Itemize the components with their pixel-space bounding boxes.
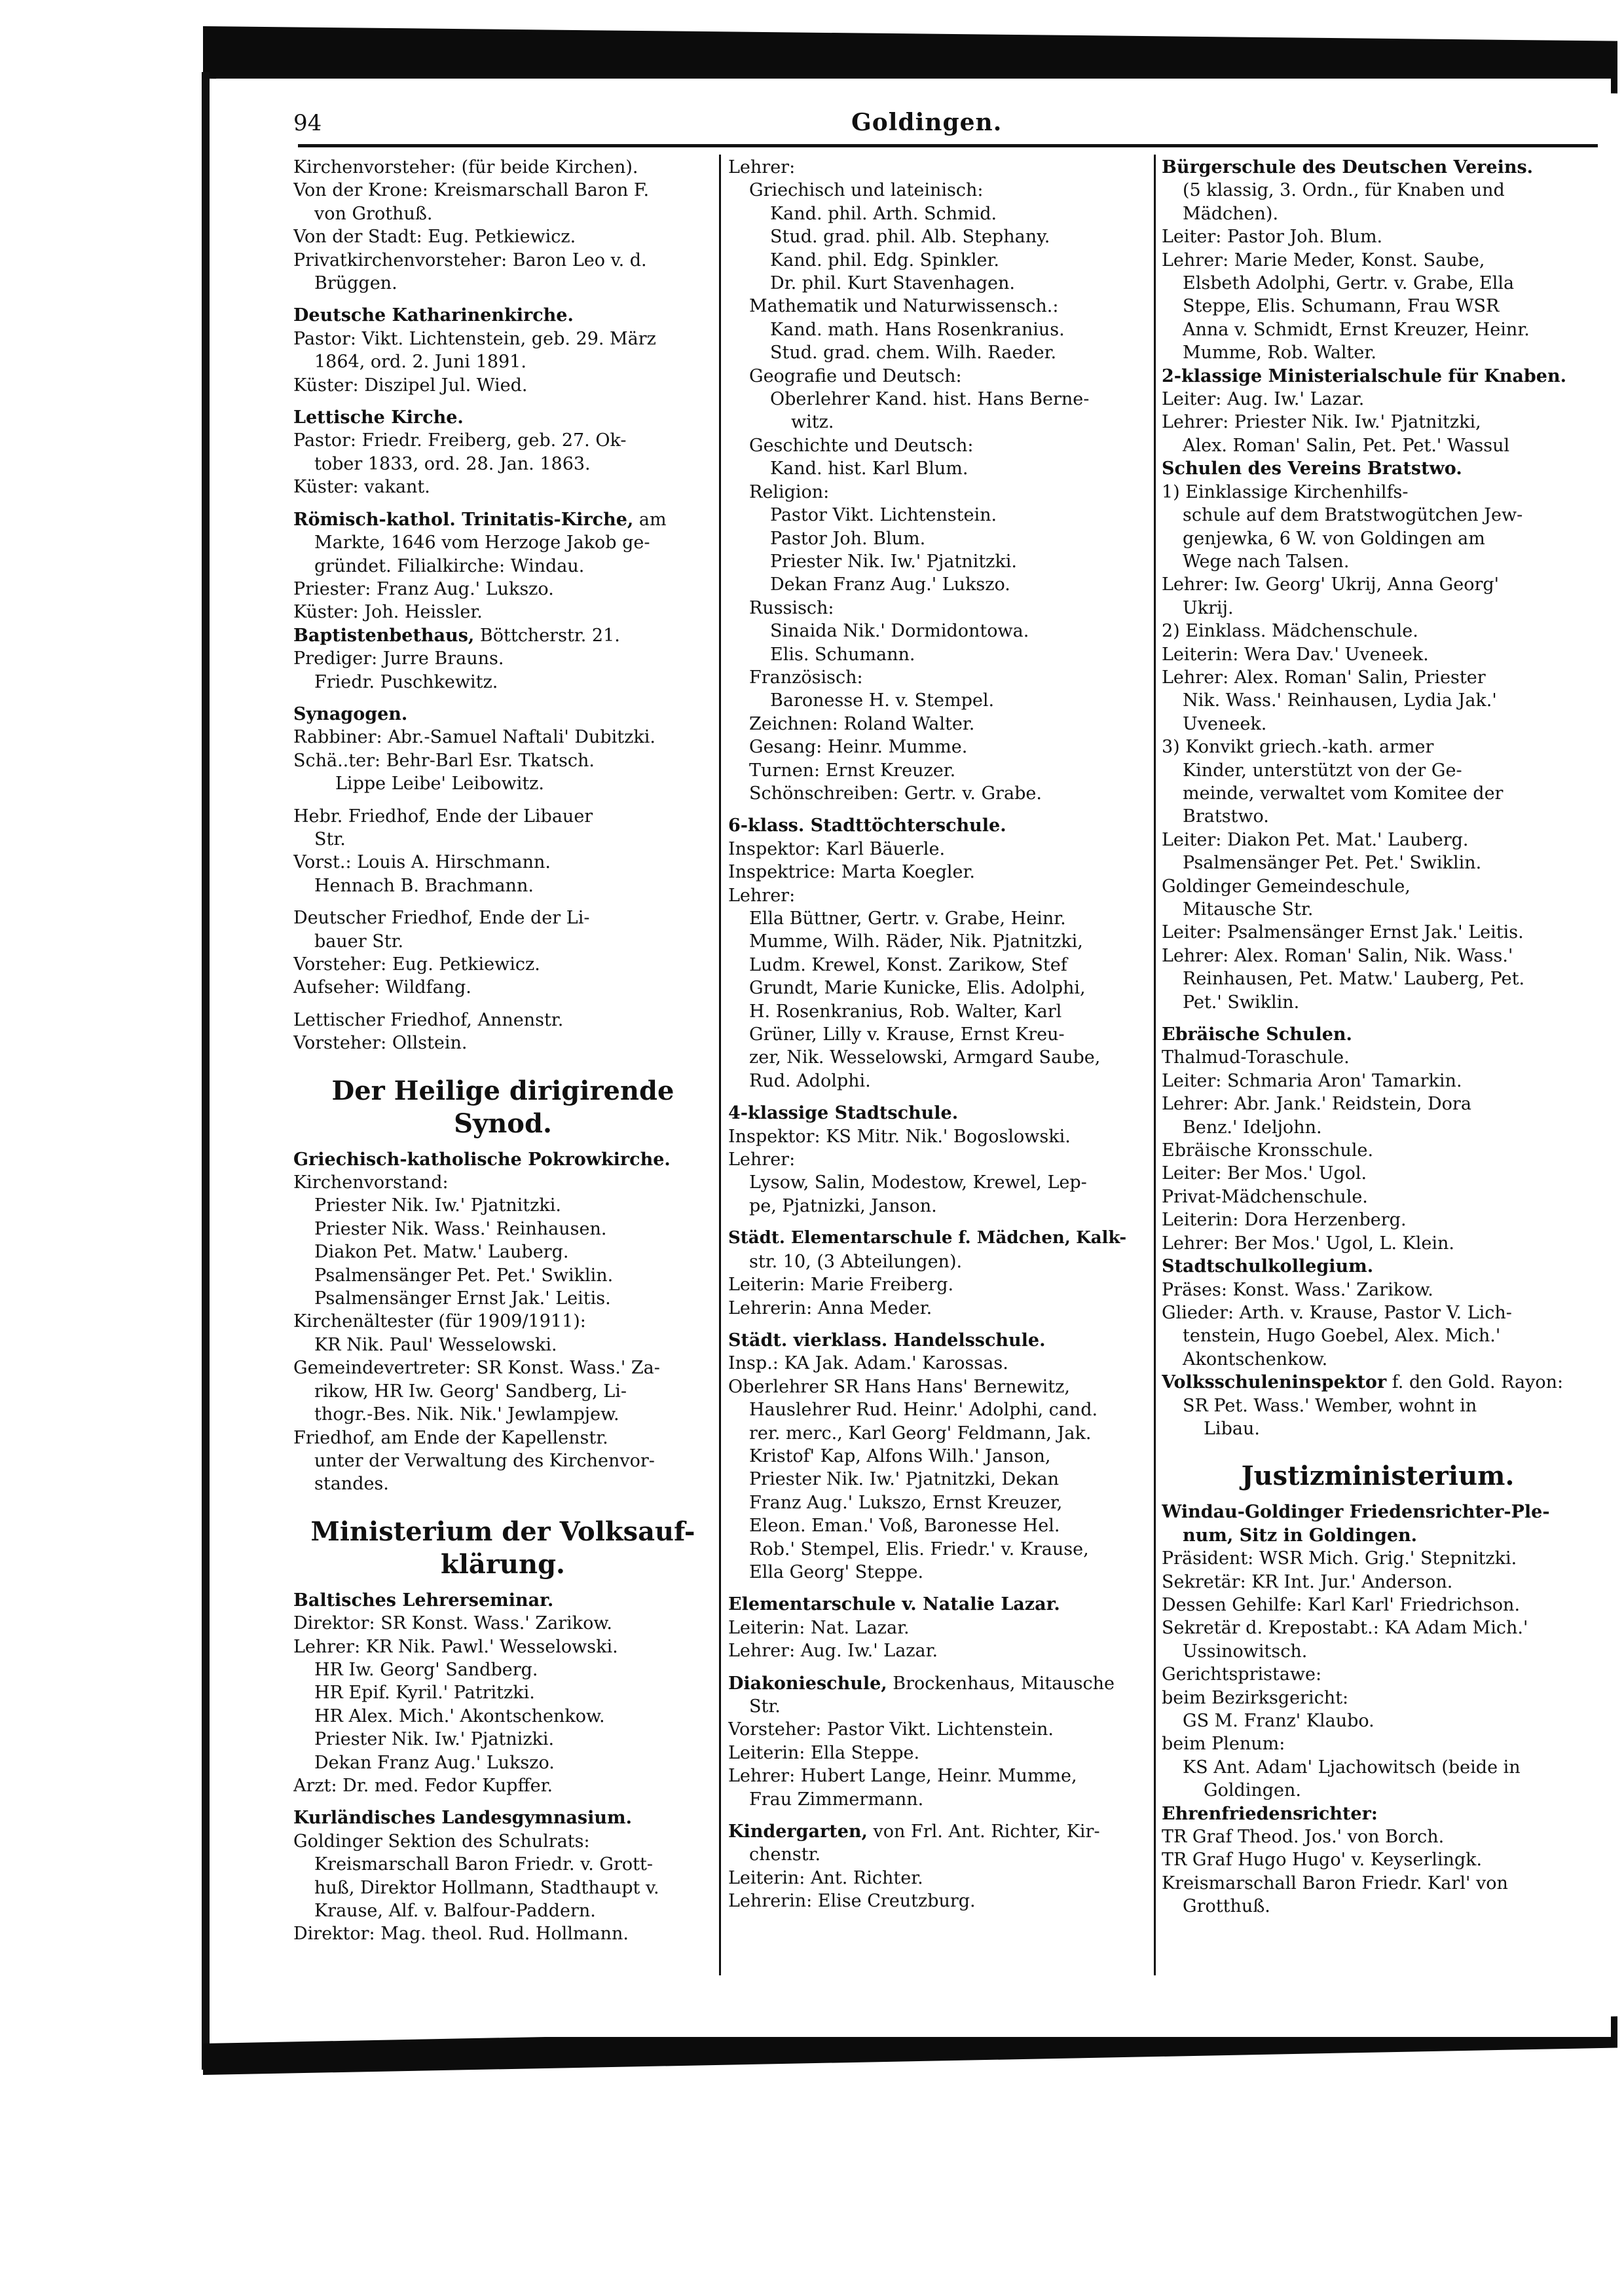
text-line: 2) Einklass. Mädchenschule. (1162, 621, 1418, 642)
text-line: rer. merc., Karl Georg' Feldmann, Jak. (749, 1423, 1092, 1444)
text-line: Thalmud-Toraschule. (1162, 1047, 1350, 1068)
section-heading: 6-klass. Stadttöchterschule. (728, 815, 1006, 836)
text-line: Hebr. Friedhof, Ende der Libauer (293, 806, 593, 827)
column-right (1162, 156, 1594, 1918)
text-line: Priester Nik. Iw.' Pjatnitzki, Dekan (749, 1469, 1060, 1490)
text-line: Zeichnen: Roland Walter. (749, 713, 975, 734)
text-line: Franz Aug.' Lukszo, Ernst Kreuzer, (749, 1492, 1063, 1513)
scan-border-left (202, 72, 210, 2070)
text-line: Kirchenvorstand: (293, 1172, 449, 1193)
text-line: Stud. grad. chem. Wilh. Raeder. (770, 343, 1057, 364)
text-line: Diakon Pet. Matw.' Lauberg. (314, 1242, 569, 1263)
text-line: Lehrer: Abr. Jank.' Reidstein, Dora (1162, 1094, 1471, 1115)
text-line: Lehrer: Marie Meder, Konst. Saube, (1162, 250, 1485, 271)
section-heading: Diakonieschule, (728, 1673, 887, 1694)
running-head: Goldingen. (851, 109, 1003, 136)
text-line: KS Ant. Adam' Ljachowitsch (beide in (1183, 1757, 1521, 1778)
text-line: Präsident: WSR Mich. Grig.' Stepnitzki. (1162, 1548, 1517, 1569)
text-line: Kand. math. Hans Rosenkranius. (770, 319, 1065, 340)
text-line: Uveneek. (1183, 713, 1267, 734)
text-line: Psalmensänger Pet. Pet.' Swiklin. (314, 1265, 614, 1286)
text-line: Küster: Diszipel Jul. Wied. (293, 375, 528, 396)
text-line: Ussinowitsch. (1183, 1641, 1308, 1662)
text-line: Rabbiner: Abr.-Samuel Naftali' Dubitzki. (293, 727, 655, 748)
text-line: Stud. grad. phil. Alb. Stephany. (770, 227, 1050, 248)
text-line: Ella Georg' Steppe. (749, 1561, 924, 1582)
text-line: str. 10, (3 Abteilungen). (749, 1251, 963, 1272)
section-heading: Deutsche Katharinenkirche. (293, 305, 574, 326)
text-line: Griechisch und lateinisch: (749, 180, 984, 201)
text-line: Lehrer: (728, 1149, 796, 1170)
text-line: Wege nach Talsen. (1183, 551, 1350, 572)
text-line: tenstein, Hugo Goebel, Alex. Mich.' (1183, 1326, 1501, 1347)
text-line: Lehrer: KR Nik. Pawl.' Wesselowski. (293, 1636, 618, 1657)
text-line: Vorst.: Louis A. Hirschmann. (293, 852, 551, 873)
text-line: Inspektor: Karl Bäuerle. (728, 838, 946, 859)
section-heading: Baltisches Lehrerseminar. (293, 1590, 554, 1611)
text-line: Reinhausen, Pet. Matw.' Lauberg, Pet. (1183, 969, 1525, 990)
text-line: 1864, ord. 2. Juni 1891. (314, 352, 526, 373)
text-line: Leiter: Schmaria Aron' Tamarkin. (1162, 1070, 1462, 1091)
text-line: Schönschreiben: Gertr. v. Grabe. (749, 783, 1042, 804)
text-line: Schä..ter: Behr-Barl Esr. Tkatsch. (293, 750, 595, 771)
text-line: Privatkirchenvorsteher: Baron Leo v. d. (293, 250, 647, 271)
section-heading: Städt. vierklass. Handelsschule. (728, 1330, 1046, 1351)
text-line: Vorsteher: Pastor Vikt. Lichtenstein. (728, 1719, 1054, 1740)
text-line: Mathematik und Naturwissensch.: (749, 296, 1059, 317)
section-heading: Kindergarten, (728, 1821, 868, 1842)
section-heading: Volksschuleninspektor (1162, 1372, 1387, 1393)
column-divider (1154, 155, 1156, 1975)
text-line: Kand. phil. Arth. Schmid. (770, 203, 997, 224)
text-line: Leiter: Diakon Pet. Mat.' Lauberg. (1162, 829, 1469, 850)
text-line: Priester Nik. Iw.' Pjatnitzki. (314, 1195, 561, 1216)
text-line: TR Graf Theod. Jos.' von Borch. (1162, 1827, 1445, 1848)
text-line: Leiter: Aug. Iw.' Lazar. (1162, 389, 1365, 410)
ministry-heading: Der Heilige dirigirende Synod. (331, 1075, 674, 1139)
text-line: Akontschenkow. (1183, 1349, 1328, 1370)
section-heading: Synagogen. (293, 703, 408, 724)
section-heading: 4-klassige Stadtschule. (728, 1103, 959, 1124)
text-line: GS M. Franz' Klaubo. (1183, 1711, 1375, 1731)
section-heading: Kurländisches Landesgymnasium. (293, 1808, 632, 1829)
text-line: Bratstwo. (1183, 806, 1269, 827)
text-line: Anna v. Schmidt, Ernst Kreuzer, Heinr. (1183, 319, 1530, 340)
text-line: zer, Nik. Wesselowski, Armgard Saube, (749, 1047, 1101, 1068)
section-heading: Baptistenbethaus, (293, 625, 475, 646)
text-line: SR Pet. Wass.' Wember, wohnt in (1183, 1395, 1477, 1416)
text-line: Leiterin: Nat. Lazar. (728, 1617, 910, 1638)
text-line: Präses: Konst. Wass.' Zarikow. (1162, 1279, 1433, 1300)
text-line: Pastor Joh. Blum. (770, 528, 926, 549)
text-line: Lysow, Salin, Modestow, Krewel, Lep- (749, 1172, 1087, 1193)
text-line: Privat-Mädchenschule. (1162, 1186, 1368, 1207)
text-line: Pastor: Vikt. Lichtenstein, geb. 29. März (293, 328, 656, 349)
column-left (293, 156, 712, 1946)
text-line: pe, Pjatnizki, Janson. (749, 1195, 937, 1216)
text-line: KR Nik. Paul' Wesselowski. (314, 1334, 557, 1355)
text-line: Eleon. Eman.' Voß, Baronesse Hel. (749, 1516, 1060, 1537)
text-line: Religion: (749, 481, 830, 502)
text-line: Grüner, Lilly v. Krause, Ernst Kreu- (749, 1024, 1065, 1045)
text-line: Str. (749, 1696, 781, 1717)
text-line: Leiterin: Ella Steppe. (728, 1742, 920, 1763)
text-line: standes. (314, 1474, 389, 1495)
column-divider (719, 155, 721, 1975)
text-line: chenstr. (749, 1844, 821, 1865)
header-rule (298, 144, 1598, 147)
text-line: Lehrer: Alex. Roman' Salin, Nik. Wass.' (1162, 945, 1513, 966)
text-line: (5 klassig, 3. Ordn., für Knaben und (1183, 180, 1505, 201)
text-line: thogr.-Bes. Nik. Nik.' Jewlampjew. (314, 1404, 619, 1425)
text-line: Insp.: KA Jak. Adam.' Karossas. (728, 1353, 1008, 1374)
page-number: 94 (293, 110, 322, 136)
text-line: Von der Stadt: Eug. Petkiewicz. (293, 227, 576, 248)
text-line: Vorsteher: Eug. Petkiewicz. (293, 954, 540, 975)
text-line: Frau Zimmermann. (749, 1789, 924, 1810)
text-line: Gesang: Heinr. Mumme. (749, 737, 968, 758)
text-line: beim Plenum: (1162, 1734, 1285, 1755)
text-line: Arzt: Dr. med. Fedor Kupffer. (293, 1775, 553, 1796)
section-heading: Windau-Goldinger Friedensrichter-Ple- (1162, 1502, 1550, 1523)
text-line: meinde, verwaltet vom Komitee der (1183, 783, 1504, 804)
text-line: gründet. Filialkirche: Windau. (314, 555, 585, 576)
text-line: 1) Einklassige Kirchenhilfs- (1162, 481, 1409, 502)
text-line: Ella Büttner, Gertr. v. Grabe, Heinr. (749, 908, 1066, 929)
text-line: Dekan Franz Aug.' Lukszo. (314, 1752, 555, 1773)
section-heading: Städt. Elementarschule f. Mädchen, (728, 1228, 1071, 1248)
ministry-heading: Justizministerium. (1241, 1461, 1515, 1492)
text-line: Kreismarschall Baron Friedr. v. Grott- (314, 1854, 653, 1875)
text-line: Aufseher: Wildfang. (293, 977, 471, 998)
text-line: Gerichtspristawe: (1162, 1664, 1322, 1685)
text-line: Dessen Gehilfe: Karl Karl' Friedrichson. (1162, 1594, 1521, 1615)
text-line: Rud. Adolphi. (749, 1070, 871, 1091)
section-heading: num, Sitz in Goldingen. (1183, 1525, 1418, 1546)
text-line: Lehrer: Iw. Georg' Ukrij, Anna Georg' (1162, 574, 1500, 595)
text-line: Inspektrice: Marta Koegler. (728, 862, 975, 883)
text-line: Alex. Roman' Salin, Pet. Pet.' Wassul (1183, 435, 1510, 456)
text-line: Leiterin: Marie Freiberg. (728, 1275, 954, 1296)
text-line: bauer Str. (314, 931, 404, 952)
text-line: Libau. (1204, 1418, 1260, 1439)
text-line: rikow, HR Iw. Georg' Sandberg, Li- (314, 1381, 627, 1402)
text-line: Baronesse H. v. Stempel. (770, 690, 995, 711)
text-line: tober 1833, ord. 28. Jan. 1863. (314, 453, 591, 474)
text-line: HR Iw. Georg' Sandberg. (314, 1659, 538, 1680)
text-line: Mädchen). (1183, 203, 1279, 224)
text-line: Kristof' Kap, Alfons Wilh.' Janson, (749, 1446, 1051, 1466)
text-line: f. den Gold. Rayon: (1392, 1372, 1564, 1393)
text-line: Dekan Franz Aug.' Lukszo. (770, 574, 1010, 595)
text-line: Ukrij. (1183, 597, 1234, 618)
section-heading: Bürgerschule des Deutschen Vereins. (1162, 157, 1534, 177)
text-line: von Grothuß. (314, 203, 433, 224)
text-line: Lehrer: Alex. Roman' Salin, Priester (1162, 667, 1486, 688)
text-line: Benz.' Ideljohn. (1183, 1117, 1322, 1138)
text-line: Markte, 1646 vom Herzoge Jakob ge- (314, 532, 650, 553)
text-line: Kand. phil. Edg. Spinkler. (770, 250, 999, 271)
text-line: Direktor: Mag. theol. Rud. Hollmann. (293, 1924, 629, 1945)
text-line: von Frl. Ant. Richter, Kir- (873, 1821, 1100, 1842)
text-line: Sekretär d. Krepostabt.: KA Adam Mich.' (1162, 1618, 1528, 1639)
text-line: HR Epif. Kyril.' Patritzki. (314, 1683, 535, 1704)
text-line: Friedhof, am Ende der Kapellenstr. (293, 1427, 608, 1448)
section-heading: Schulen des Vereins Bratstwo. (1162, 458, 1462, 479)
text-line: Pastor Vikt. Lichtenstein. (770, 505, 997, 526)
text-line: Pastor: Friedr. Freiberg, geb. 27. Ok- (293, 430, 627, 451)
text-line: Elis. Schumann. (770, 644, 915, 665)
text-line: Leiter: Ber Mos.' Ugol. (1162, 1163, 1367, 1184)
text-line: am (638, 509, 667, 530)
text-line: Turnen: Ernst Kreuzer. (749, 760, 956, 781)
text-line: Priester Nik. Iw.' Pjatnizki. (314, 1729, 555, 1750)
text-line: Oberlehrer SR Hans Hans' Bernewitz, (728, 1376, 1070, 1397)
text-line: schule auf dem Bratstwogütchen Jew- (1183, 505, 1523, 526)
text-line: huß, Direktor Hollmann, Stadthaupt v. (314, 1877, 659, 1898)
section-heading: Ehrenfriedensrichter: (1162, 1803, 1378, 1824)
text-line: Russisch: (749, 597, 834, 618)
text-line: Lippe Leibe' Leibowitz. (335, 774, 544, 794)
text-line: Lehrer: Hubert Lange, Heinr. Mumme, (728, 1766, 1077, 1787)
text-line: Von der Krone: Kreismarschall Baron F. (293, 180, 650, 201)
text-line: Mumme, Wilh. Räder, Nik. Pjatnitzki, (749, 931, 1083, 952)
text-line: Lehrer: Priester Nik. Iw.' Pjatnitzki, (1162, 412, 1481, 433)
text-line: Direktor: SR Konst. Wass.' Zarikow. (293, 1613, 612, 1634)
text-line: Geografie und Deutsch: (749, 365, 962, 386)
text-line: Prediger: Jurre Brauns. (293, 648, 504, 669)
text-line: Pet.' Swiklin. (1183, 992, 1300, 1013)
text-line: TR Graf Hugo Hugo' v. Keyserlingk. (1162, 1850, 1483, 1871)
text-line: unter der Verwaltung des Kirchenvor- (314, 1450, 655, 1471)
text-line: Leiterin: Wera Dav.' Uveneek. (1162, 644, 1429, 665)
section-heading: 2-klassige Ministerialschule für Knaben. (1162, 365, 1566, 386)
text-line: witz. (791, 412, 834, 433)
text-line: Lehrer: Aug. Iw.' Lazar. (728, 1641, 938, 1662)
ministry-heading: Ministerium der Volksauf-klärung. (310, 1516, 695, 1580)
text-line: Sinaida Nik.' Dormidontowa. (770, 621, 1029, 642)
text-line: Lehrer: (728, 157, 796, 177)
text-line: Rob.' Stempel, Elis. Friedr.' v. Krause, (749, 1539, 1089, 1559)
text-line: Kinder, unterstützt von der Ge- (1183, 760, 1462, 781)
text-line: 3) Konvikt griech.-kath. armer (1162, 737, 1434, 758)
text-line: Lehrer: (728, 885, 796, 906)
text-line: H. Rosenkranius, Rob. Walter, Karl (749, 1001, 1062, 1022)
text-line: Inspektor: KS Mitr. Nik.' Bogoslowski. (728, 1126, 1071, 1147)
text-line: Grundt, Marie Kunicke, Elis. Adolphi, (749, 978, 1086, 999)
text-line: Goldinger Gemeindeschule, (1162, 876, 1411, 897)
text-line: Friedr. Puschkewitz. (314, 671, 498, 692)
section-heading: Griechisch-katholische Pokrowkirche. (293, 1149, 671, 1170)
column-middle (728, 156, 1141, 1913)
text-line: Brüggen. (314, 273, 397, 294)
text-line: Str. (314, 829, 346, 849)
text-line: Brockenhaus, Mitausche (893, 1673, 1115, 1694)
section-heading: Ebräische Schulen. (1162, 1024, 1352, 1045)
text-line: Priester Nik. Iw.' Pjatnitzki. (770, 551, 1017, 572)
text-line: Sekretär: KR Int. Jur.' Anderson. (1162, 1571, 1453, 1592)
text-line: Dr. phil. Kurt Stavenhagen. (770, 273, 1015, 294)
text-line: Lehrerin: Elise Creutzburg. (728, 1891, 976, 1912)
text-line: Leiter: Psalmensänger Ernst Jak.' Leitis. (1162, 922, 1524, 943)
text-line: Mitausche Str. (1183, 899, 1314, 920)
section-heading: Römisch-kathol. Trinitatis-Kirche, (293, 509, 634, 530)
text-line: Priester: Franz Aug.' Lukszo. (293, 578, 554, 599)
text-line: Kirchenältester (für 1909/1911): (293, 1311, 586, 1332)
text-line: Oberlehrer Kand. hist. Hans Berne- (770, 389, 1090, 410)
text-line: Deutscher Friedhof, Ende der Li- (293, 908, 590, 929)
text-line: Kand. hist. Karl Blum. (770, 458, 969, 479)
section-heading: Stadtschulkollegium. (1162, 1256, 1374, 1277)
text-line: Küster: Joh. Heissler. (293, 602, 483, 623)
text-line: Küster: vakant. (293, 477, 430, 498)
text-line: Leiterin: Ant. Richter. (728, 1867, 923, 1888)
text-line: Leiter: Pastor Joh. Blum. (1162, 227, 1383, 248)
text-line: Kreismarschall Baron Friedr. Karl' von (1162, 1873, 1508, 1894)
text-line: Ludm. Krewel, Konst. Zarikow, Stef (749, 954, 1067, 975)
text-line: Krause, Alf. v. Balfour-Paddern. (314, 1901, 596, 1921)
text-line: Elsbeth Adolphi, Gertr. v. Grabe, Ella (1183, 273, 1515, 294)
text-line: Böttcherstr. 21. (479, 625, 620, 646)
text-line: Kalk- (1076, 1228, 1127, 1248)
section-heading: Elementarschule v. Natalie Lazar. (728, 1594, 1060, 1615)
text-line: Gemeindevertreter: SR Konst. Wass.' Za- (293, 1358, 660, 1379)
text-line: Hennach B. Brachmann. (314, 875, 534, 896)
text-line: Glieder: Arth. v. Krause, Pastor V. Lich- (1162, 1302, 1512, 1323)
text-line: Goldingen. (1204, 1780, 1302, 1801)
text-line: Hauslehrer Rud. Heinr.' Adolphi, cand. (749, 1400, 1098, 1421)
text-line: Lehrer: Ber Mos.' Ugol, L. Klein. (1162, 1233, 1455, 1254)
text-line: Kirchenvorsteher: (für beide Kirchen). (293, 157, 638, 177)
text-line: Ebräische Kronsschule. (1162, 1140, 1374, 1161)
section-heading: Lettische Kirche. (293, 407, 464, 428)
text-line: Priester Nik. Wass.' Reinhausen. (314, 1218, 607, 1239)
text-line: Nik. Wass.' Reinhausen, Lydia Jak.' (1183, 690, 1497, 711)
text-line: Lehrerin: Anna Meder. (728, 1297, 932, 1318)
text-line: Vorsteher: Ollstein. (293, 1033, 468, 1054)
text-line: Leiterin: Dora Herzenberg. (1162, 1210, 1407, 1231)
text-line: HR Alex. Mich.' Akontschenkow. (314, 1706, 605, 1726)
text-line: Psalmensänger Ernst Jak.' Leitis. (314, 1288, 611, 1309)
text-line: Grotthuß. (1183, 1896, 1270, 1917)
text-line: genjewka, 6 W. von Goldingen am (1183, 528, 1485, 549)
text-line: Französisch: (749, 667, 863, 688)
text-line: beim Bezirksgericht: (1162, 1687, 1349, 1708)
text-line: Mumme, Rob. Walter. (1183, 343, 1376, 364)
text-line: Lettischer Friedhof, Annenstr. (293, 1009, 564, 1030)
text-line: Psalmensänger Pet. Pet.' Swiklin. (1183, 853, 1482, 874)
text-line: Steppe, Elis. Schumann, Frau WSR (1183, 296, 1500, 317)
text-line: Goldinger Sektion des Schulrats: (293, 1831, 590, 1852)
text-line: Geschichte und Deutsch: (749, 435, 974, 456)
